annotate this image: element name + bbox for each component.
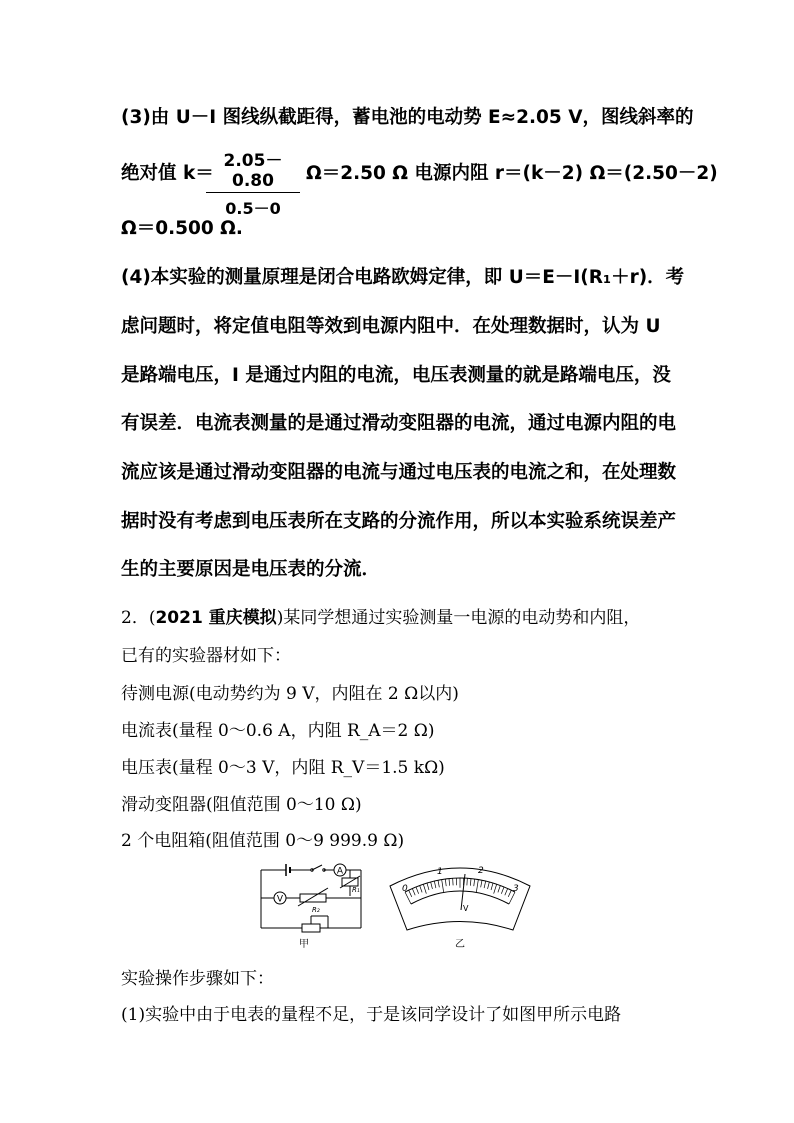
- dial-tick: [409, 890, 412, 897]
- steps-title: 实验操作步骤如下：: [121, 969, 274, 989]
- voltmeter-dial: [385, 858, 535, 950]
- part3-line1: (3)由 U－I 图线纵截距得，蓄电池的电动势 E≈2.05 V，图线斜率的: [121, 107, 694, 128]
- r2-label: R₂: [312, 906, 320, 914]
- slope-fraction: [206, 146, 300, 219]
- dial-tick: [508, 890, 511, 897]
- dial-tick: [438, 880, 439, 887]
- part3-line2-after: Ω＝2.50 Ω 电源内阻 r＝(k－2) Ω＝(2.50－2): [306, 163, 718, 184]
- dial-tick: [442, 880, 444, 893]
- equipment-power-source: 待测电源(电动势约为 9 V，内阻在 2 Ω以内): [121, 684, 459, 704]
- part4-line5: 流应该是通过滑动变阻器的电流与通过电压表的电流之和，在处理数: [121, 462, 677, 483]
- dial-tick: [449, 879, 450, 886]
- circuit-caption: 甲: [299, 939, 309, 950]
- equipment-ammeter: 电流表(量程 0～0.6 A，内阻 R_A＝2 Ω): [121, 721, 435, 741]
- equipment-voltmeter: 电压表(量程 0～3 V，内阻 R_V＝1.5 kΩ): [121, 758, 445, 778]
- part4-line3: 是路端电压，I 是通过内阻的电流，电压表测量的就是路端电压，没: [121, 365, 671, 386]
- part4-line2: 虑问题时，将定值电阻等效到电源内阻中．在处理数据时，认为 U: [121, 316, 661, 337]
- scale-label-3: 3: [513, 884, 519, 894]
- dial-tick: [476, 880, 478, 893]
- ammeter-label: A: [336, 866, 344, 877]
- dial-tick: [498, 886, 500, 893]
- dial-tick: [431, 882, 433, 889]
- scale-label-1: 1: [437, 867, 443, 877]
- dial-tick: [412, 889, 415, 896]
- dial-tick: [494, 884, 497, 893]
- dial-tick: [505, 889, 508, 896]
- equipment-resistance-boxes: 2 个电阻箱(阻值范围 0～9 999.9 Ω): [121, 831, 405, 851]
- part4-line4: 有误差．电流表测量的是通过滑动变阻器的电流，通过电源内阻的电: [121, 413, 677, 434]
- scale-label-0: 0: [402, 884, 408, 894]
- dial-tick: [488, 882, 490, 889]
- fraction-denominator: 0.5－0: [225, 199, 281, 218]
- part4-line6: 据时没有考虑到电压表所在支路的分流作用，所以本实验系统误差产: [121, 511, 677, 532]
- r1-label: R₁: [352, 886, 360, 894]
- question2-line1: [121, 603, 640, 628]
- dial-tick: [470, 879, 471, 886]
- question2-line2: 已有的实验器材如下：: [121, 646, 291, 666]
- part3-line2-before: 绝对值 k＝: [121, 163, 214, 184]
- dial-tick: [481, 880, 482, 887]
- question-number: 2．(: [121, 608, 156, 628]
- dial-tick: [423, 884, 426, 893]
- dial-tick: [416, 887, 419, 894]
- question-source: 2021 重庆模拟: [155, 608, 277, 628]
- circuit-diagram: [256, 858, 368, 950]
- part3-line3: Ω＝0.500 Ω.: [121, 218, 243, 239]
- part4-line1: (4)本实验的测量原理是闭合电路欧姆定律，即 U＝E－I(R₁＋r)．考: [121, 267, 685, 288]
- meter-unit: V: [463, 904, 469, 913]
- question-stem: )某同学想通过实验测量一电源的电动势和内阻，: [276, 608, 641, 628]
- dial-tick: [427, 883, 429, 890]
- dial-tick: [474, 879, 475, 886]
- dial-tick: [491, 883, 493, 890]
- dial-tick: [420, 886, 422, 893]
- meter-caption: 乙: [455, 939, 465, 950]
- dial-tick: [434, 881, 436, 888]
- fraction-numerator: 2.05－0.80: [206, 146, 300, 193]
- dial-tick: [484, 881, 486, 888]
- equipment-rheostat: 滑动变阻器(阻值范围 0～10 Ω): [121, 795, 362, 815]
- part4-line7: 生的主要原因是电压表的分流．: [121, 559, 381, 580]
- step1-text: (1)实验中由于电表的量程不足，于是该同学设计了如图甲所示电路: [121, 1005, 622, 1025]
- scale-label-2: 2: [478, 866, 484, 876]
- voltmeter-label: V: [276, 894, 284, 905]
- dial-tick: [501, 887, 504, 894]
- dial-tick: [445, 879, 446, 886]
